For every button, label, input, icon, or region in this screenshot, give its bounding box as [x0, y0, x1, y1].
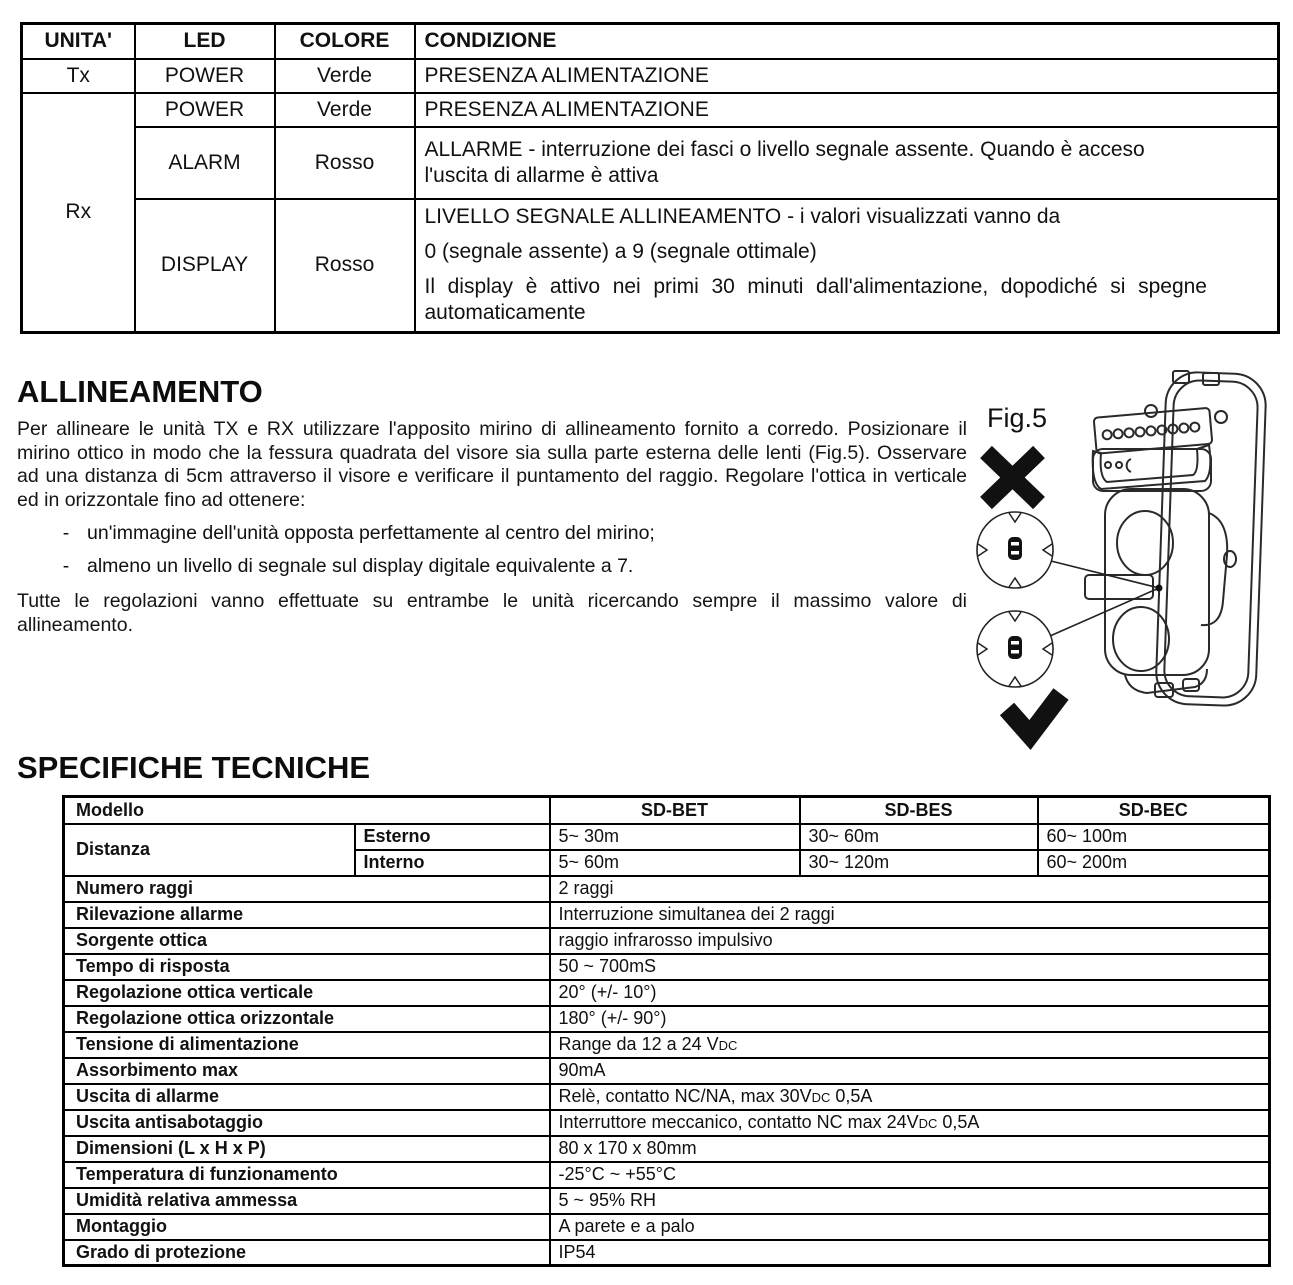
table-row [64, 1188, 1270, 1214]
table-row-rx-alarm [22, 127, 1279, 199]
table-row-distance-esterno [64, 824, 1270, 850]
spec-value-cell: 5 ~ 95% RH [550, 1188, 1270, 1214]
x-mark-icon [986, 452, 1039, 503]
aim-dot [1156, 585, 1163, 592]
led-cell: ALARM [135, 127, 275, 199]
color-cell: Rosso [275, 127, 415, 199]
spec-label-cell: Temperatura di funzionamento [64, 1162, 550, 1188]
spec-label-cell: Uscita di allarme [64, 1084, 550, 1110]
spec-label-cell: Uscita antisabotaggio [64, 1110, 550, 1136]
spec-label-cell: Assorbimento max [64, 1058, 550, 1084]
spec-label-cell: Grado di protezione [64, 1240, 550, 1266]
table-row [64, 1058, 1270, 1084]
table-row [64, 980, 1270, 1006]
spec-value-cell: raggio infrarosso impulsivo [550, 928, 1270, 954]
unit-cell-rx: Rx [22, 93, 135, 333]
color-cell: Verde [275, 93, 415, 127]
table-row [64, 1084, 1270, 1110]
distance-label-cell: Distanza [64, 824, 355, 876]
value-cell: 30~ 60m [800, 824, 1038, 850]
unit-cell: Tx [22, 59, 135, 93]
header-led: LED [135, 24, 275, 59]
spec-value-cell: Interruzione simultanea dei 2 raggi [550, 902, 1270, 928]
sensor-illustration [1085, 371, 1267, 707]
table-row-tx-power [22, 59, 1279, 93]
spec-label-cell: Umidità relativa ammessa [64, 1188, 550, 1214]
bullet-marker: - [62, 522, 70, 544]
spec-value-cell: A parete e a palo [550, 1214, 1270, 1240]
viewfinder-circle-top [977, 512, 1053, 588]
spec-label-cell: Sorgente ottica [64, 928, 550, 954]
table-row [64, 1136, 1270, 1162]
bullet-text: almeno un livello di segnale sul display digitale equivalente a 7. [87, 555, 634, 577]
value-cell: 30~ 120m [800, 850, 1038, 876]
spec-label-cell: Dimensioni (L x H x P) [64, 1136, 550, 1162]
model-name-cell: SD-BEC [1038, 797, 1270, 824]
spec-value-cell: 180° (+/- 90°) [550, 1006, 1270, 1032]
spec-header-row [64, 797, 1270, 824]
condition-cell: ALLARME - interruzione dei fasci o livello segnale assente. Quando è acceso l'uscita di allarme è attiva [415, 127, 1279, 199]
spec-value-cell: 90mA [550, 1058, 1270, 1084]
table-row [64, 1240, 1270, 1266]
value-cell: 5~ 30m [550, 824, 800, 850]
fig5-illustration [955, 365, 1293, 760]
spec-value-cell: Interruttore meccanico, contatto NC max 24VDC 0,5A [550, 1110, 1270, 1136]
table-row [64, 1006, 1270, 1032]
table-row [64, 1032, 1270, 1058]
spec-value-cell: 2 raggi [550, 876, 1270, 902]
condition-cell: PRESENZA ALIMENTAZIONE [415, 59, 1279, 93]
condition-line: Il display è attivo nei primi 30 minuti dall'alimentazione, dopodiché si spegne automaticamente [424, 275, 1207, 325]
color-cell: Verde [275, 59, 415, 93]
spec-value-cell: Relè, contatto NC/NA, max 30VDC 0,5A [550, 1084, 1270, 1110]
spec-label-cell: Tensione di alimentazione [64, 1032, 550, 1058]
table-row [64, 1162, 1270, 1188]
viewfinder-circle-bottom [977, 611, 1053, 687]
figure-5 [955, 365, 1293, 760]
value-cell: 5~ 60m [550, 850, 800, 876]
value-cell: 60~ 100m [1038, 824, 1270, 850]
condition-cell [415, 199, 1279, 333]
condition-cell: PRESENZA ALIMENTAZIONE [415, 93, 1279, 127]
list-item [17, 522, 967, 545]
spec-label-cell: Tempo di risposta [64, 954, 550, 980]
table-row [64, 928, 1270, 954]
sub-label-cell: Interno [355, 850, 550, 876]
led-cell: DISPLAY [135, 199, 275, 333]
spec-value-cell: Range da 12 a 24 VDC [550, 1032, 1270, 1058]
spec-label-cell: Rilevazione allarme [64, 902, 550, 928]
alignment-paragraph: Per allineare le unità TX e RX utilizzare l'apposito mirino di allineamento fornito a corredo. Posizionare il mirino ottico in modo che la fessura quadrata del visore sia sulla parte esterna delle lenti (Fig.5). Osservare ad una distanza di 5cm attraverso il visore e verificare il puntamento del raggio. Regolare l'ottica in verticale ed in orizzontale fino ad ottenere: [17, 418, 967, 511]
bullet-text: un'immagine dell'unità opposta perfettamente al centro del mirino; [87, 522, 655, 544]
spec-value-cell: 20° (+/- 10°) [550, 980, 1270, 1006]
table-row [64, 1214, 1270, 1240]
alignment-section [17, 374, 967, 637]
table-row [64, 954, 1270, 980]
spec-label-cell: Regolazione ottica orizzontale [64, 1006, 550, 1032]
header-color: COLORE [275, 24, 415, 59]
bullet-marker: - [62, 555, 70, 577]
list-item [17, 555, 967, 578]
spec-value-cell: 80 x 170 x 80mm [550, 1136, 1270, 1162]
spec-label-cell: Regolazione ottica verticale [64, 980, 550, 1006]
table-row [64, 1110, 1270, 1136]
led-status-table [20, 22, 1280, 334]
table-row [64, 876, 1270, 902]
model-name-cell: SD-BES [800, 797, 1038, 824]
spec-label-cell: Montaggio [64, 1214, 550, 1240]
alignment-closing-paragraph: Tutte le regolazioni vanno effettuate su entrambe le unità ricercando sempre il massimo valore di allineamento. [17, 590, 967, 636]
sub-label-cell: Esterno [355, 824, 550, 850]
color-cell: Rosso [275, 199, 415, 333]
header-condition: CONDIZIONE [415, 24, 1279, 59]
table-row-rx-power [22, 93, 1279, 127]
figure-label: Fig.5 [987, 403, 1048, 433]
page-title-allineamento: ALLINEAMENTO [17, 374, 263, 409]
check-mark-icon [1007, 694, 1061, 735]
table-row-rx-display [22, 199, 1279, 333]
condition-line: 0 (segnale assente) a 9 (segnale ottimale) [424, 240, 817, 264]
page-title-specifiche: SPECIFICHE TECNICHE [17, 750, 371, 785]
header-unit: UNITA' [22, 24, 135, 59]
model-label-cell: Modello [64, 797, 550, 824]
spec-value-cell: IP54 [550, 1240, 1270, 1266]
spec-value-cell: -25°C ~ +55°C [550, 1162, 1270, 1188]
led-cell: POWER [135, 59, 275, 93]
condition-line: LIVELLO SEGNALE ALLINEAMENTO - i valori visualizzati vanno da [424, 205, 1061, 229]
spec-label-cell: Numero raggi [64, 876, 550, 902]
model-name-cell: SD-BET [550, 797, 800, 824]
led-cell: POWER [135, 93, 275, 127]
technical-specs-table [62, 795, 1271, 1267]
table-row [64, 902, 1270, 928]
spec-value-cell: 50 ~ 700mS [550, 954, 1270, 980]
led-table-header-row [22, 24, 1279, 59]
value-cell: 60~ 200m [1038, 850, 1270, 876]
